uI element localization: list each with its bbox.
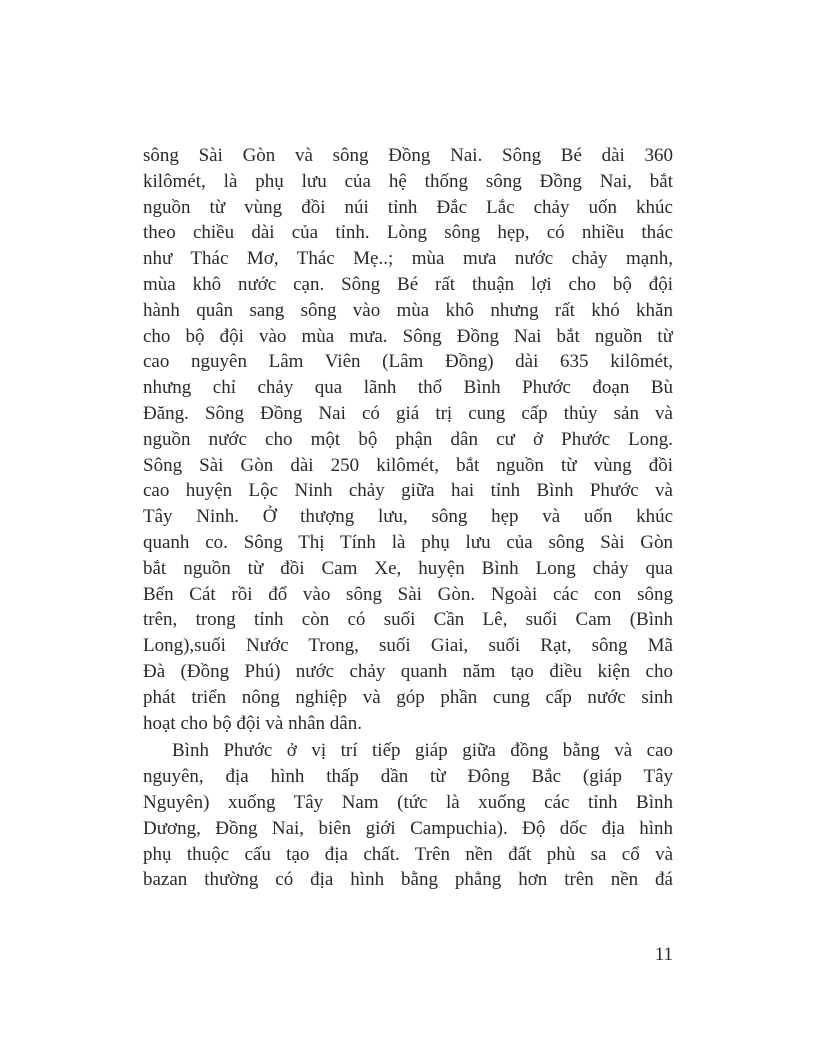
text-line: cao nguyên Lâm Viên (Lâm Đồng) dài 635 kilômét, <box>143 351 673 373</box>
text-line: nguồn nước cho một bộ phận dân cư ở Phước Long. <box>143 428 673 450</box>
text-line: Dương, Đồng Nai, biên giới Campuchia). Độ dốc địa hình <box>143 817 673 839</box>
text-line: theo chiều dài của tỉnh. Lòng sông hẹp, có nhiều thác <box>143 222 673 244</box>
text-line: Đà (Đồng Phú) nước chảy quanh năm tạo điều kiện cho <box>143 660 673 682</box>
text-line: Đăng. Sông Đồng Nai có giá trị cung cấp thủy sản và <box>143 402 673 424</box>
text-line: phụ thuộc cấu tạo địa chất. Trên nền đất phù sa cổ và <box>143 843 673 865</box>
page-body <box>143 143 673 893</box>
text-line: cao huyện Lộc Ninh chảy giữa hai tỉnh Bình Phước và <box>143 480 673 502</box>
text-line: quanh co. Sông Thị Tính là phụ lưu của sông Sài Gòn <box>143 531 673 553</box>
text-line: như Thác Mơ, Thác Mẹ..; mùa mưa nước chảy mạnh, <box>143 248 673 270</box>
paragraph-terrain <box>143 738 673 893</box>
text-line: nguồn từ vùng đồi núi tỉnh Đắc Lắc chảy uốn khúc <box>143 196 673 218</box>
text-line: sông Sài Gòn và sông Đồng Nai. Sông Bé dài 360 <box>143 145 673 166</box>
text-line: nguyên, địa hình thấp dần từ Đông Bắc (giáp Tây <box>143 766 673 788</box>
text-line: kilômét, là phụ lưu của hệ thống sông Đồng Nai, bắt <box>143 170 673 192</box>
text-line: hành quân sang sông vào mùa khô nhưng rất khó khăn <box>143 299 673 321</box>
text-line: bắt nguồn từ đồi Cam Xe, huyện Bình Long chảy qua <box>143 557 673 579</box>
text-line: Tây Ninh. Ở thượng lưu, sông hẹp và uốn khúc <box>143 506 673 528</box>
text-line: bazan thường có địa hình bằng phẳng hơn trên nền đá <box>143 869 673 891</box>
text-line: Nguyên) xuống Tây Nam (tức là xuống các tỉnh Bình <box>143 791 673 813</box>
text-line: hoạt cho bộ đội và nhân dân. <box>143 712 362 734</box>
text-line: Long),suối Nước Trong, suối Giai, suối Rạt, sông Mã <box>143 635 673 657</box>
text-line: phát triển nông nghiệp và góp phần cung cấp nước sinh <box>143 686 673 708</box>
text-line: Bến Cát rồi đổ vào sông Sài Gòn. Ngoài các con sông <box>143 583 673 605</box>
text-line: trên, trong tỉnh còn có suối Cần Lê, suối Cam (Bình <box>143 609 673 631</box>
text-line: Sông Sài Gòn dài 250 kilômét, bắt nguồn từ vùng đồi <box>143 454 673 476</box>
paragraph-rivers <box>143 143 673 736</box>
text-line: mùa khô nước cạn. Sông Bé rất thuận lợi cho bộ đội <box>143 273 673 295</box>
text-line: cho bộ đội vào mùa mưa. Sông Đồng Nai bắt nguồn từ <box>143 325 673 347</box>
text-line: nhưng chỉ chảy qua lãnh thổ Bình Phước đoạn Bù <box>143 377 673 399</box>
page-number: 11 <box>654 944 673 965</box>
text-line: Bình Phước ở vị trí tiếp giáp giữa đồng bằng và cao <box>172 740 673 762</box>
